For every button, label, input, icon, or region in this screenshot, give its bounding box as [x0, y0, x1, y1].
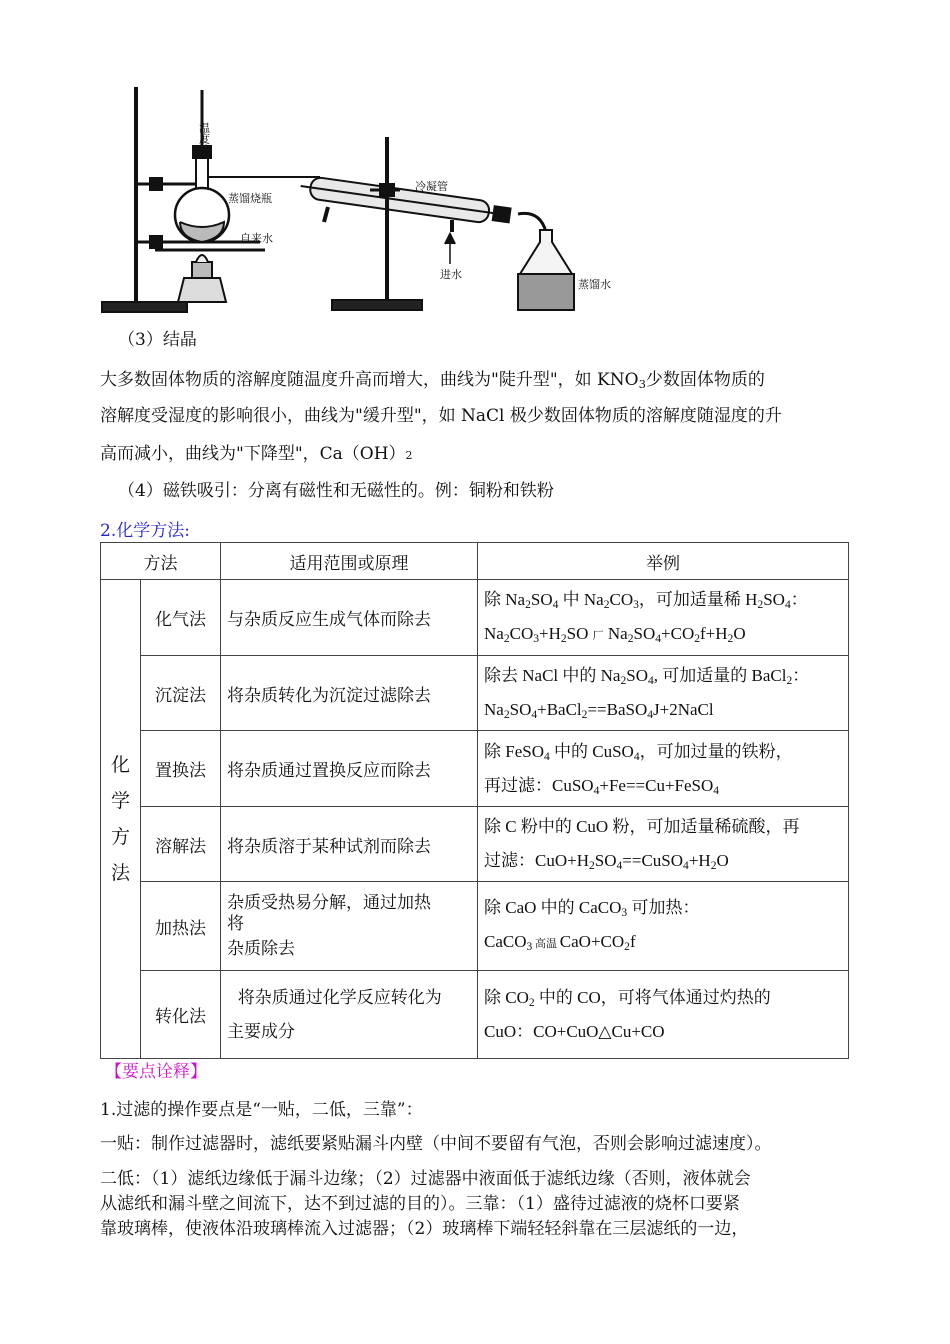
method-principle: 杂质受热易分解，通过加热 将 杂质除去 — [221, 882, 478, 971]
method-example: 除去 NaCl 中的 $Na_2SO_4$, 可加适量的 BaCl$_2$： $Na_2SO_4+BaCl_2==BaSO_4J+2NaCl$ — [478, 656, 849, 731]
crystallization-line-2: 溶解度受湿度的影响很小，曲线为"缓升型"，如 NaCl 极少数固体物质的溶解度随湿度的升 — [100, 406, 782, 426]
label-tap-water: 自来水 — [240, 232, 273, 245]
key-points-heading: 【要点诠释】 — [105, 1062, 207, 1082]
table-row — [101, 807, 849, 882]
method-name: 置换法 — [141, 731, 221, 807]
note-line-3: 二低：（1）滤纸边缘低于漏斗边缘；（2）过滤器中液面低于滤纸边缘（否则，液体就会 — [100, 1169, 751, 1189]
label-distilled-water: 蒸馏水 — [578, 278, 611, 291]
method-name: 加热法 — [141, 882, 221, 971]
method-name: 化气法 — [141, 580, 221, 656]
note-line-5: 靠玻璃棒，使液体沿玻璃棒流入过滤器；（2）玻璃棒下端轻轻斜靠在三层滤纸的一边， — [100, 1219, 749, 1239]
method-principle: 将杂质通过化学反应转化为 主要成分 — [221, 971, 478, 1059]
method-principle: 与杂质反应生成气体而除去 — [221, 580, 478, 656]
header-example: 举例 — [478, 543, 849, 580]
table-row — [101, 971, 849, 1059]
method-principle: 将杂质通过置换反应而除去 — [221, 731, 478, 807]
magnet-line: （4）磁铁吸引：分离有磁性和无磁性的。例：铜粉和铁粉 — [118, 481, 554, 501]
distillation-apparatus-diagram — [100, 82, 611, 322]
label-water-in: 进水 — [440, 268, 462, 281]
header-principle: 适用范围或原理 — [221, 543, 478, 580]
method-example: 除 $CO_2$ 中的 CO，可将气体通过灼热的 CuO：CO+CuO△Cu+CO — [478, 971, 849, 1059]
crystallization-line-3 — [100, 444, 413, 466]
table-row — [101, 656, 849, 731]
method-name: 溶解法 — [141, 807, 221, 882]
method-name: 转化法 — [141, 971, 221, 1059]
label-flask: 蒸馏烧瓶 — [228, 192, 272, 205]
method-example: 除 CaO 中的 CaCO$_3$ 可加热： CaCO$_3$ 高温 $CaO+CO_2f$ — [478, 882, 849, 971]
method-example: 除 FeSO$_4$ 中的 CuSO$_4$，可加过量的铁粉， 再过滤：CuSO$_4$+Fe==Cu+FeSO$_4$ — [478, 731, 849, 807]
header-method: 方法 — [101, 543, 221, 580]
table-row — [101, 882, 849, 971]
crystallization-text-a: 大多数固体物质的溶解度随温度升高而增大，曲线为"陡升型"，如 KNO — [100, 370, 639, 390]
crystallization-text-b: 少数固体物质的 — [645, 370, 765, 390]
crystallization-heading: （3）结晶 — [118, 330, 197, 350]
chemical-methods-table — [100, 542, 849, 1059]
method-principle: 将杂质溶于某种试剂而除去 — [221, 807, 478, 882]
method-example: 除 $Na_2SO_4$ 中 $Na_2CO_3$，可加适量稀 $H_2SO_4$： $Na_2CO_3+H_2SO$ 厂 $Na_2SO_4+CO_2f+H_2O$ — [478, 580, 849, 656]
chemical-method-heading: 2.化学方法: — [100, 521, 190, 541]
crystallization-line-1 — [100, 370, 765, 390]
note-line-4: 从滤纸和漏斗壁之间流下，达不到过滤的目的）。三靠：（1）盛待过滤液的烧杯口要紧 — [100, 1194, 740, 1214]
group-label-chemical-method: 化 学 方 法 — [101, 580, 141, 1059]
note-line-1: 1.过滤的操作要点是“一贴，二低，三靠”： — [100, 1100, 423, 1120]
table-row — [101, 731, 849, 807]
kno3-subscript: 3 — [638, 376, 646, 391]
caoh-subscript: 2 — [405, 449, 413, 462]
crystallization-text-c: 高而减小，曲线为"下降型"，Ca（OH） — [100, 444, 406, 464]
table-row — [101, 580, 849, 656]
method-name: 沉淀法 — [141, 656, 221, 731]
note-line-2: 一贴：制作过滤器时，滤纸要紧贴漏斗内壁（中间不要留有气泡，否则会影响过滤速度）。 — [100, 1134, 772, 1154]
label-thermometer: 温度计 — [197, 122, 211, 155]
table-header-row — [101, 543, 849, 580]
method-example: 除 C 粉中的 CuO 粉，可加适量稀硫酸，再 过滤：$CuO+H_2SO_4==CuSO_4+H_2O$ — [478, 807, 849, 882]
method-principle: 将杂质转化为沉淀过滤除去 — [221, 656, 478, 731]
label-condenser: 冷凝管 — [415, 180, 448, 193]
